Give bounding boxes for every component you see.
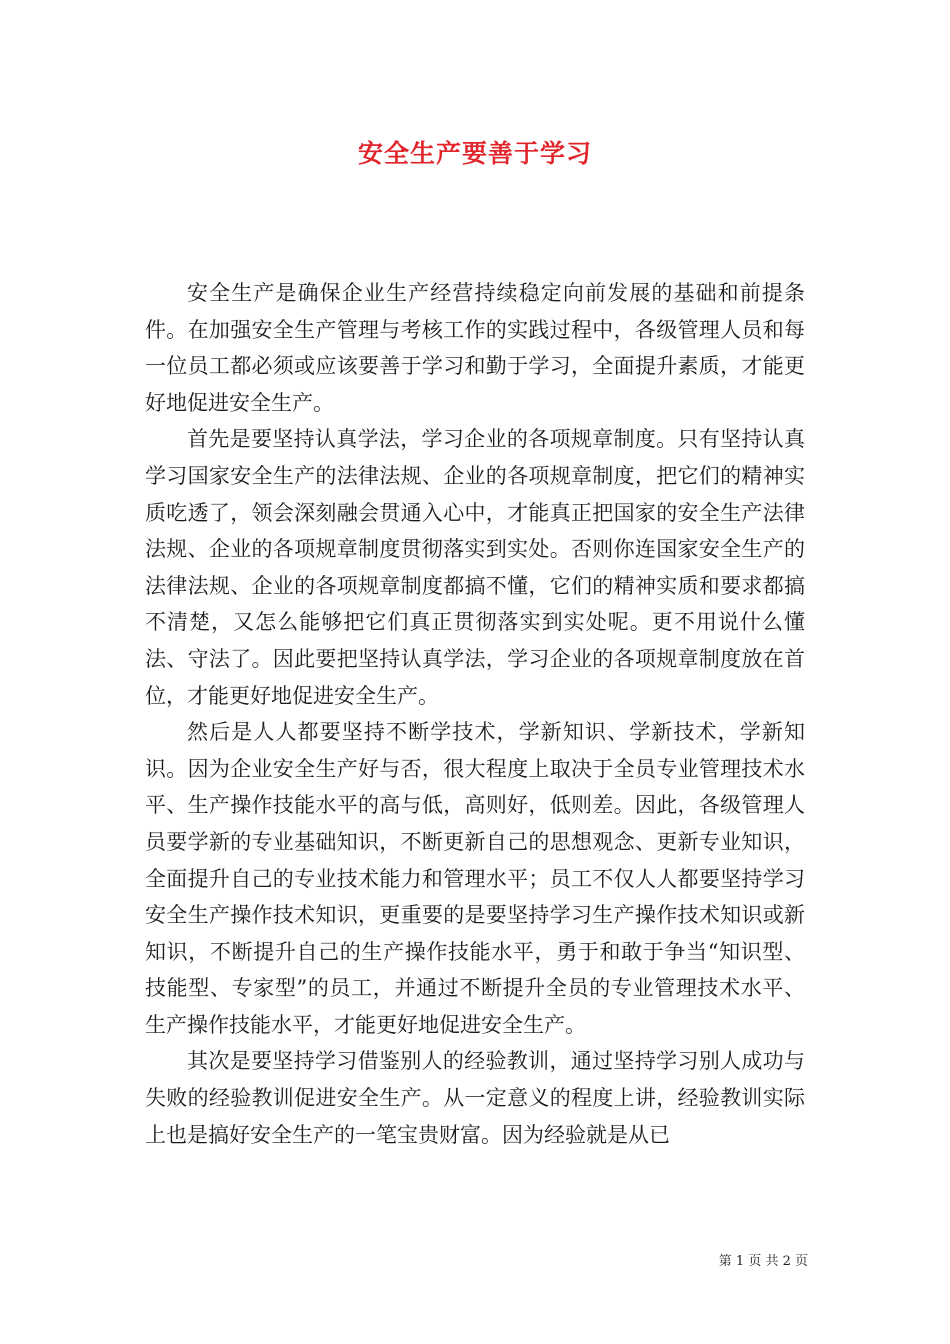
paragraph: 然后是人人都要坚持不断学技术，学新知识、学新技术，学新知识。因为企业安全生产好与否，很大程度上取决于全员专业管理技术水平、生产操作技能水平的高与低，高则好，低则差。因此，各级管理人员要学新的专业基础知识，不断更新自己的思想观念、更新专业知识，全面提升自己的专业技术能力和管理水平；员工不仅人人都要坚持学习安全生产操作技术知识，更重要的是要坚持学习生产操作技术知识或新知识，不断提升自己的生产操作技能水平，勇于和敢于争当“知识型、技能型、专家型”的员工，并通过不断提升全员的专业管理技术水平、生产操作技能水平，才能更好地促进安全生产。 [145,720,805,1037]
page-number-footer: 第 1 页 共 2 页 [718,1254,808,1269]
document-body [145,275,805,1153]
document-title: 安全生产要善于学习 [357,139,592,168]
paragraph: 其次是要坚持学习借鉴别人的经验教训，通过坚持学习别人成功与失败的经验教训促进安全生产。从一定意义的程度上讲，经验教训实际上也是搞好安全生产的一笔宝贵财富。因为经验就是从已 [145,1049,805,1147]
paragraph: 首先是要坚持认真学法，学习企业的各项规章制度。只有坚持认真学习国家安全生产的法律法规、企业的各项规章制度，把它们的精神实质吃透了，领会深刻融会贯通入心中，才能真正把国家的安全生产法律法规、企业的各项规章制度贯彻落实到实处。否则你连国家安全生产的法律法规、企业的各项规章制度都搞不懂，它们的精神实质和要求都搞不清楚，又怎么能够把它们真正贯彻落实到实处呢。更不用说什么懂法、守法了。因此要把坚持认真学法，学习企业的各项规章制度放在首位，才能更好地促进安全生产。 [145,427,805,708]
paragraph: 安全生产是确保企业生产经营持续稳定向前发展的基础和前提条件。在加强安全生产管理与考核工作的实践过程中，各级管理人员和每一位员工都必须或应该要善于学习和勤于学习，全面提升素质，才能更好地促进安全生产。 [145,281,805,415]
